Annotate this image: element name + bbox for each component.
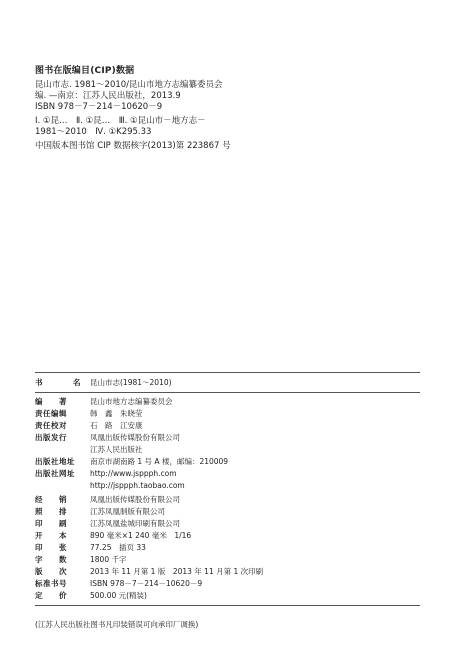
colophon-value: http://www.jsppph.com (90, 469, 177, 478)
colophon-value: 江苏凤凰制版有限公司 (90, 507, 165, 516)
colophon-label: 经 销 (35, 495, 67, 504)
colophon-value: ISBN 978－7－214－10620－9 (90, 579, 203, 588)
cip-line: Ⅰ. ①昆… Ⅱ. ①昆… Ⅲ. ①昆山市－地方志－ (35, 116, 206, 126)
cip-title: 图书在版编目(CIP)数据 (35, 66, 135, 76)
colophon-label: 版 次 (35, 567, 67, 576)
colophon-label: 出版发行 (35, 433, 67, 442)
colophon-label: 责任编辑 (35, 409, 67, 418)
colophon-value: 昆山市志(1981～2010) (90, 378, 172, 387)
cip-line: ISBN 978－7－214－10620－9 (35, 102, 163, 112)
colophon-value: 1800 千字 (90, 555, 127, 564)
colophon-value: 江苏凤凰盐城印刷有限公司 (90, 519, 180, 528)
colophon-label: 标准书号 (35, 579, 67, 588)
cip-line: 中国版本图书馆 CIP 数据核字(2013)第 223867 号 (35, 141, 231, 151)
colophon-label: 印 张 (35, 543, 67, 552)
colophon-value: 500.00 元(精装) (90, 591, 147, 600)
bottom-rule (35, 605, 420, 606)
cip-line: 1981～2010 Ⅳ. ①K295.33 (35, 127, 152, 137)
colophon-label: 编 著 (35, 397, 67, 406)
colophon-label: 责任校对 (35, 421, 67, 430)
colophon-label: 字 数 (35, 555, 67, 564)
colophon-value: 南京市湖南路 1 号 A 楼，邮编：210009 (90, 457, 229, 466)
colophon-value: 昆山市地方志编纂委员会 (90, 397, 173, 406)
footer-note: (江苏人民出版社图书凡印装错误可向承印厂调换) (35, 620, 199, 629)
colophon-value: 890 毫米×1 240 毫米 1/16 (90, 531, 192, 540)
colophon-value: 石 路 江安康 (90, 421, 143, 430)
colophon-label: 出版社网址 (35, 469, 75, 478)
colophon-value: 凤凰出版传媒股份有限公司 (90, 495, 180, 504)
cip-line: 昆山市志. 1981～2010/昆山市地方志编纂委员会 (35, 80, 223, 90)
colophon-label: 开 本 (35, 531, 67, 540)
colophon-label: 出版社地址 (35, 457, 75, 466)
colophon-value: 韩 鑫 朱晓莹 (90, 409, 143, 418)
colophon-label: 印 刷 (35, 519, 67, 528)
colophon-value: 凤凰出版传媒股份有限公司 (90, 433, 180, 442)
colophon-label: 定 价 (35, 591, 67, 600)
colophon-value: 江苏人民出版社 (90, 445, 143, 454)
colophon-value: http://jsppph.taobao.com (90, 481, 185, 490)
colophon-value: 2013 年 11 月第 1 版 2013 年 11 月第 1 次印刷 (90, 567, 264, 576)
title-rule (35, 392, 420, 393)
cip-line: 编. —南京：江苏人民出版社，2013.9 (35, 91, 181, 101)
colophon-label: 照 排 (35, 507, 67, 516)
top-rule (35, 372, 420, 373)
colophon-label: 书 名 (35, 378, 81, 387)
colophon-value: 77.25 插页 33 (90, 543, 146, 552)
